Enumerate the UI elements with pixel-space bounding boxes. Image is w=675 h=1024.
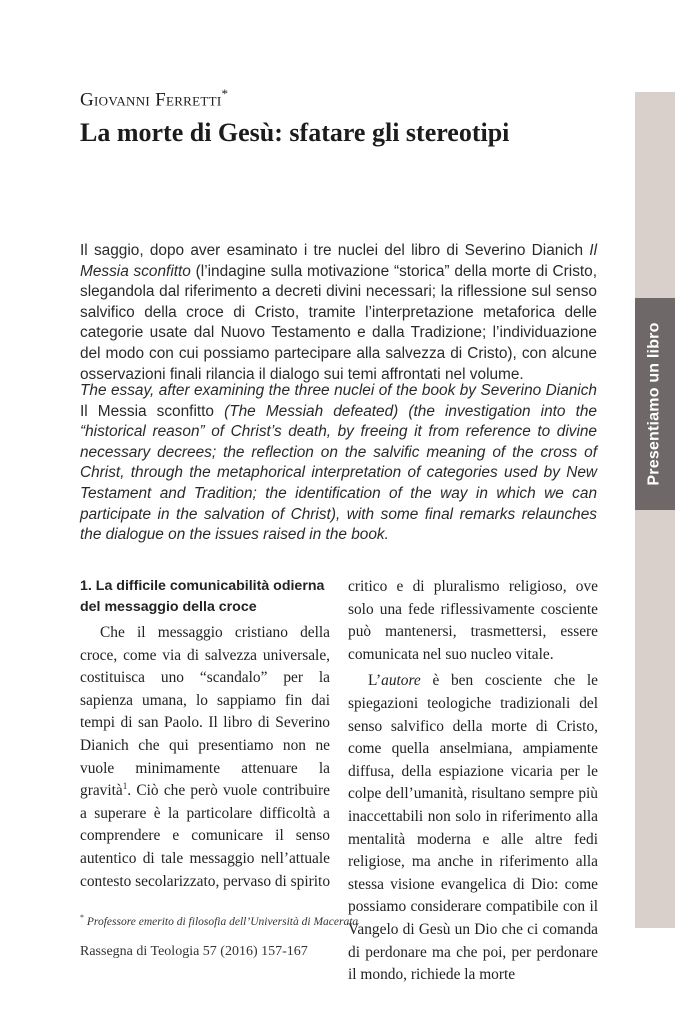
body-column-left (80, 576, 330, 893)
body-paragraph-1-continued: critico e di pluralismo religioso, ove solo una fede riflessivamente cosciente può mantenersi, trasmettersi, essere comunicata nel suo nucleo vitale. (348, 578, 598, 663)
side-tab-label-box (635, 298, 675, 510)
abstract-italian: Il saggio, dopo aver esaminato i tre nuclei del libro di Severino Dianich Il Messia sconfitto (l’indagine sulla motivazione “storica” della morte di Cristo, slegandola dal riferimento a decreti divini necessari; la riflessione sul senso salvifico della croce di Cristo, tramite l’interpretazione metaforica delle categorie usate dal Nuovo Testamento e dalla Tradizione; l’individuazione del modo con cui possiamo partecipare alla salvezza di Cristo), con alcune osservazioni finali rilancia il dialogo sui temi affrontati nel volume. (80, 242, 597, 383)
article-title: La morte di Gesù: sfatare gli stereotipi (80, 118, 510, 147)
emphasis-autore: autore (381, 672, 421, 690)
abstract-english: The essay, after examining the three nuclei of the book by Severino Dianich Il Messia sconfitto (The Messiah defeated) (the investigation into the “historical reason” of Christ’s death, by freeing it from reference to divine necessary decrees; the reflection on the salvific meaning of the cross of Christ, through the metaphorical interpretation of categories used by New Testament and Tradition; the identification of the way in which we can participate in the salvation of Christ), with some final remarks relaunches the dialogue on the issues raised in the book. (80, 382, 597, 544)
section-heading: 1. La difficile comunicabilità odierna del messaggio della croce (80, 578, 325, 615)
footnote-ref: 1 (122, 781, 128, 792)
body-paragraph-1: Che il messaggio cristiano della croce, come via di salvezza universale, costituisca uno “scandalo” per la sapienza umana, lo sappiamo fin dai tempi di san Paolo. Il libro di Severino Dianich che qui presentiamo non ne vuole minimamente attenuare la gravità$^1$. Ciò che però vuole contribuire a superare è la particolare difficoltà a comprendere e comunicare il senso autentico di tale messaggio nell’attuale contesto secolarizzato, pervaso di spirito (80, 624, 331, 890)
author-footnote-mark: * (221, 86, 229, 101)
book-title-en: Il Messia sconfitto (80, 402, 214, 420)
body-column-right (348, 576, 598, 987)
footnote: * Professore emerito di filosofia dell’Università di Macerata (80, 913, 359, 928)
book-title: Il Messia sconfitto (80, 242, 597, 280)
journal-citation: Rassegna di Teologia 57 (2016) 157-167 (80, 944, 308, 959)
author-name: Giovanni Ferretti* (80, 86, 229, 111)
body-paragraph-2: L’autore è ben cosciente che le spiegazioni teologiche tradizionali del senso salvifico della morte di Cristo, come quella anselmiana, ampiamente diffusa, della espiazione vicaria per le colpe dell’umanità, risultano sempre più inaccettabili non solo in riferimento alla mentalità moderna e alle altre fedi religiose, ma anche in riferimento alla stessa visione evangelica di Dio: come possiamo considerare compatibile con il Vangelo di Gesù un Dio che ci comanda di perdonare ma che poi, per perdonare il mondo, richiede la morte (348, 672, 598, 984)
side-tab-label: Presentiamo un libro (646, 322, 664, 486)
side-tab-top (635, 92, 675, 298)
side-tab-bottom (635, 510, 675, 928)
